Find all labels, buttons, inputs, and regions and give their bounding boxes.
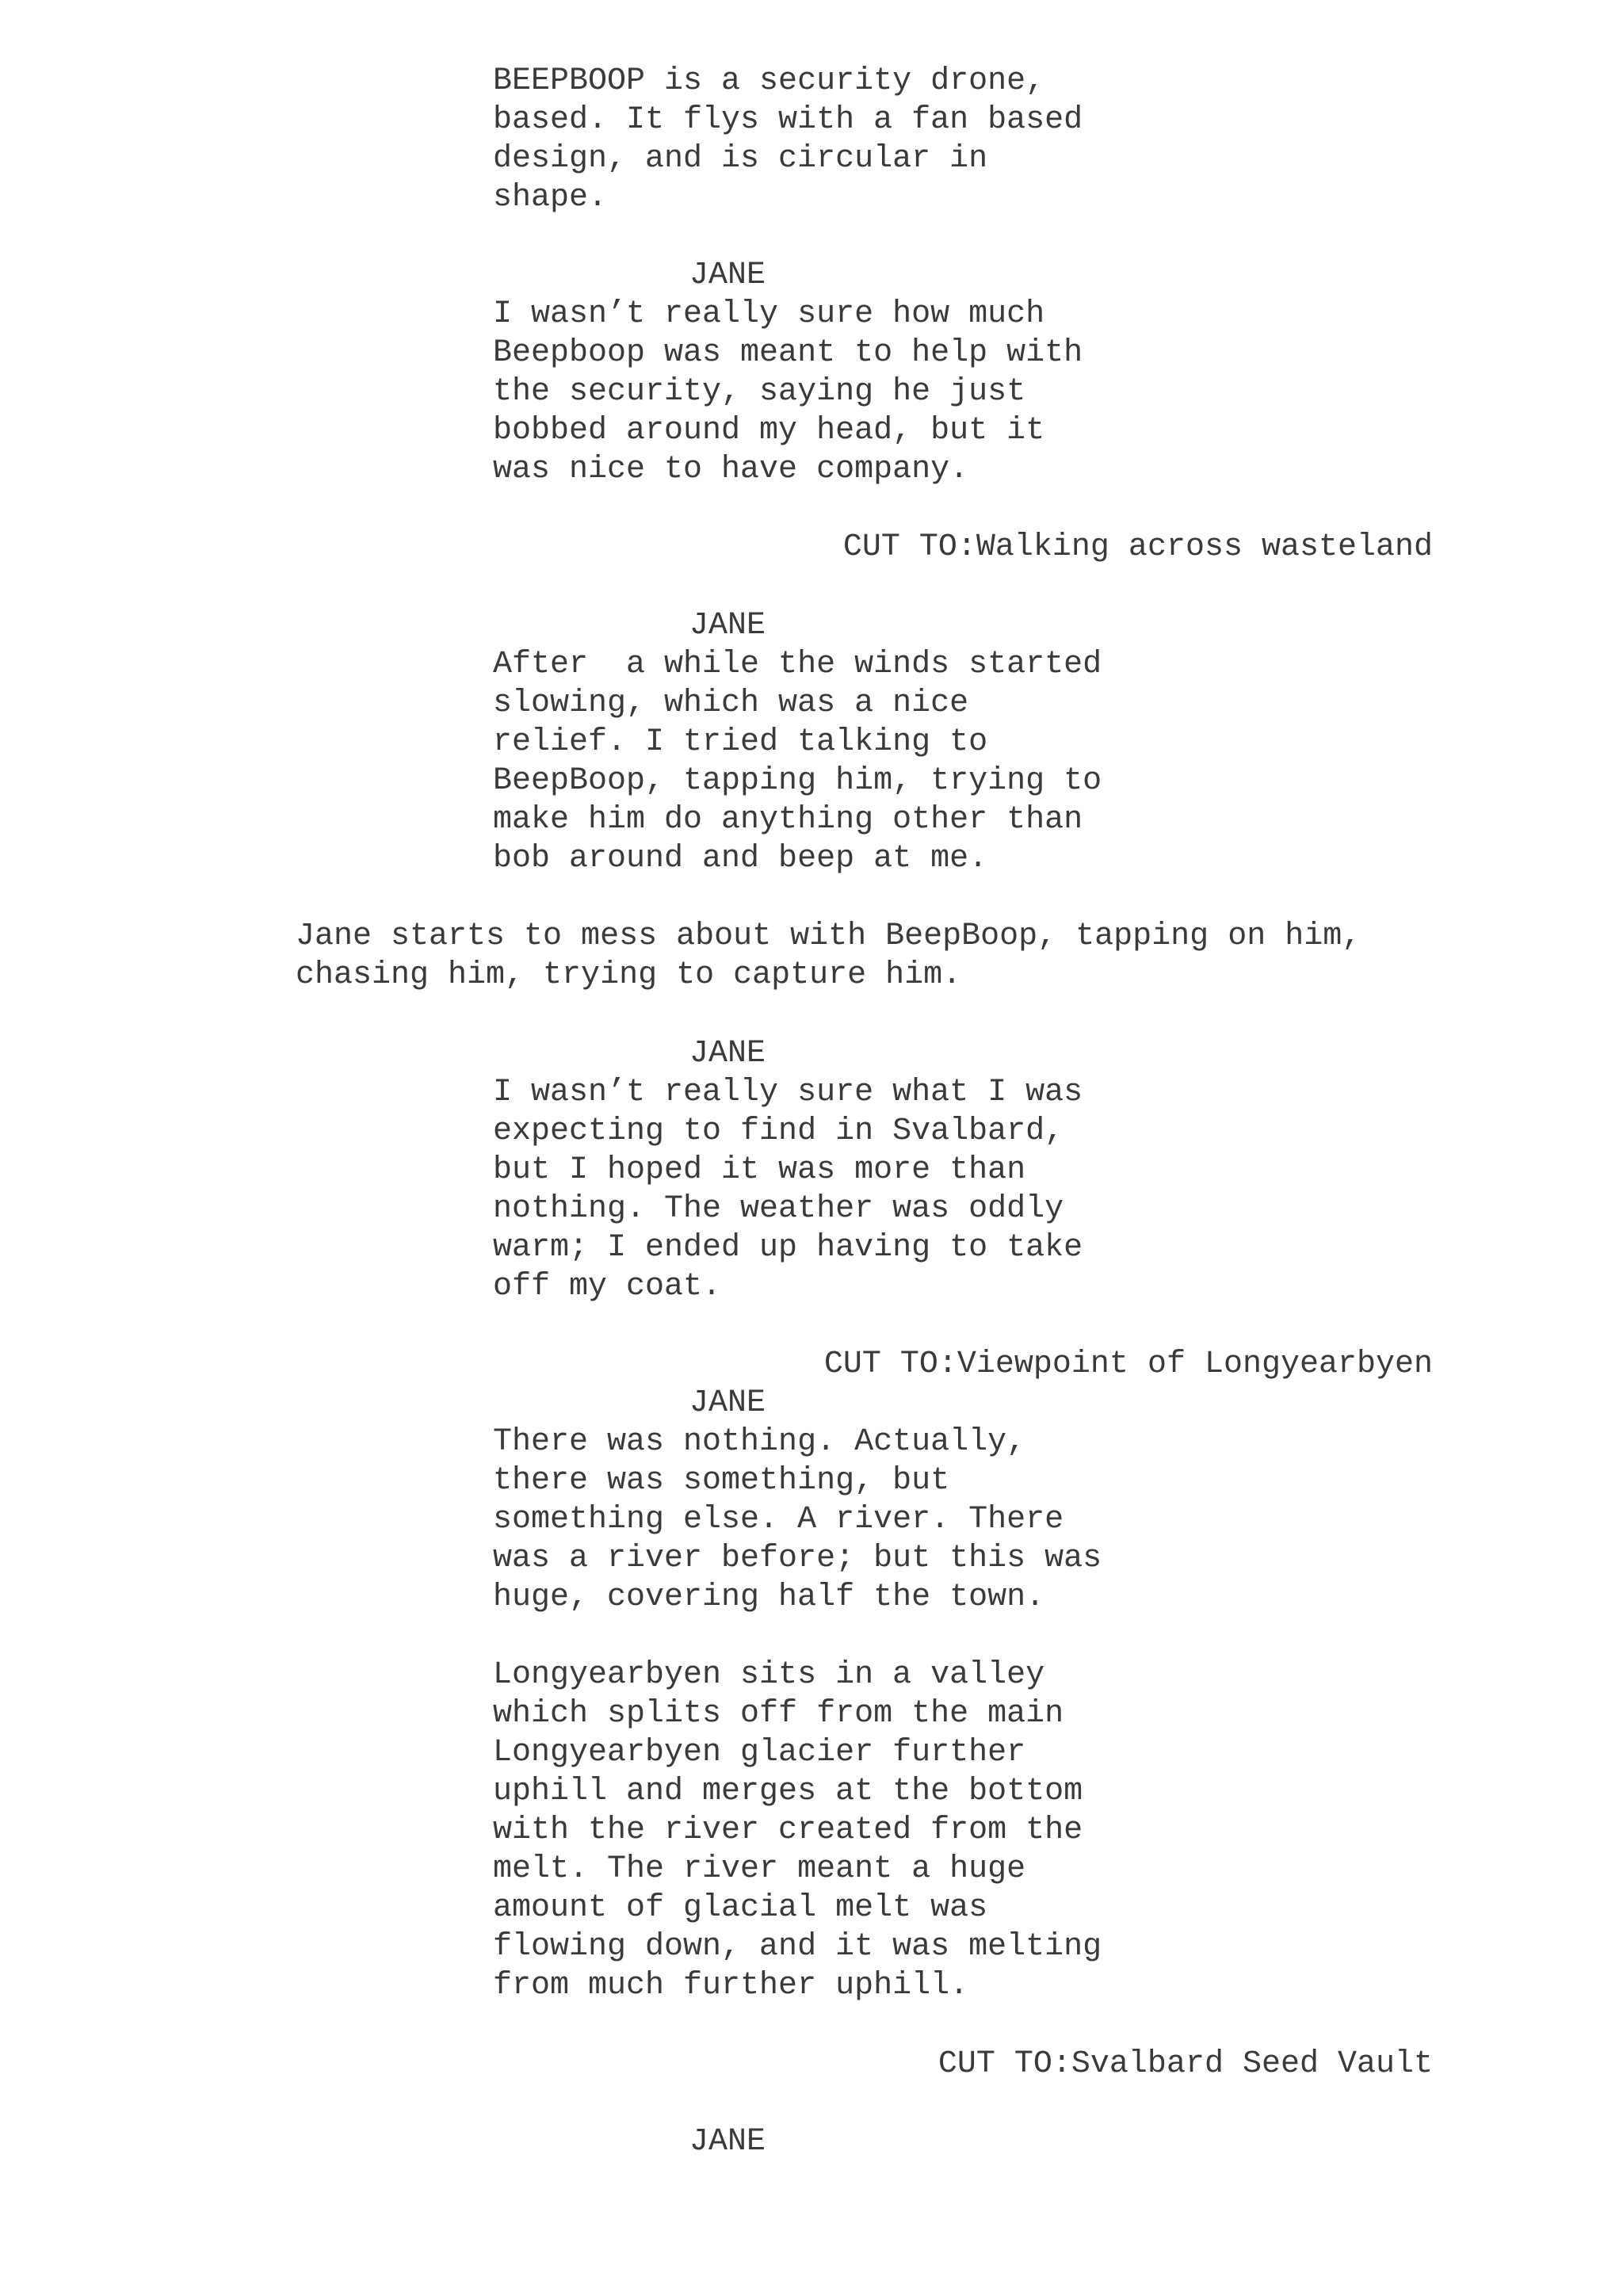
- action-line: chasing him, trying to capture him.: [296, 957, 962, 993]
- action-line: Jane starts to mess about with BeepBoop, tapping on him,: [296, 919, 1361, 954]
- dialogue-line: something else. A river. There: [493, 1502, 1064, 1538]
- dialogue-line: flowing down, and it was melting: [493, 1929, 1102, 1965]
- character-name: JANE: [689, 608, 766, 644]
- character-name: JANE: [689, 1036, 766, 1072]
- dialogue-line: there was something, but: [493, 1463, 950, 1499]
- dialogue-line: bob around and beep at me.: [493, 841, 988, 877]
- dialogue-line: uphill and merges at the bottom: [493, 1774, 1083, 1809]
- dialogue-line: design, and is circular in: [493, 141, 988, 177]
- dialogue-line: was nice to have company.: [493, 452, 969, 487]
- dialogue-line: expecting to find in Svalbard,: [493, 1114, 1064, 1149]
- dialogue-line: melt. The river meant a huge: [493, 1851, 1026, 1887]
- dialogue-line: There was nothing. Actually,: [493, 1424, 1026, 1460]
- dialogue-line: Beepboop was meant to help with: [493, 335, 1083, 371]
- transition-cut: CUT TO:Svalbard Seed Vault: [938, 2046, 1433, 2082]
- dialogue-line: Longyearbyen sits in a valley: [493, 1657, 1045, 1693]
- character-name: JANE: [689, 258, 766, 293]
- dialogue-line: warm; I ended up having to take: [493, 1230, 1083, 1266]
- dialogue-line: After a while the winds started: [493, 647, 1102, 682]
- dialogue-line: amount of glacial melt was: [493, 1890, 988, 1926]
- dialogue-line: but I hoped it was more than: [493, 1152, 1026, 1188]
- dialogue-line: relief. I tried talking to: [493, 724, 988, 760]
- dialogue-line: off my coat.: [493, 1269, 722, 1305]
- dialogue-line: bobbed around my head, but it: [493, 413, 1045, 449]
- dialogue-line: I wasn’t really sure what I was: [493, 1075, 1083, 1110]
- dialogue-line: I wasn’t really sure how much: [493, 296, 1045, 332]
- dialogue-line: BeepBoop, tapping him, trying to: [493, 763, 1102, 799]
- dialogue-line: Longyearbyen glacier further: [493, 1735, 1026, 1771]
- dialogue-line: shape.: [493, 180, 608, 216]
- dialogue-line: which splits off from the main: [493, 1696, 1064, 1732]
- dialogue-line: huge, covering half the town.: [493, 1580, 1045, 1615]
- dialogue-line: the security, saying he just: [493, 374, 1026, 410]
- dialogue-line: with the river created from the: [493, 1813, 1083, 1848]
- dialogue-line: nothing. The weather was oddly: [493, 1191, 1064, 1227]
- character-name: JANE: [689, 1385, 766, 1421]
- dialogue-line: from much further uphill.: [493, 1968, 969, 2004]
- transition-cut: CUT TO:Viewpoint of Longyearbyen: [823, 1347, 1433, 1382]
- transition-cut: CUT TO:Walking across wasteland: [842, 529, 1433, 565]
- dialogue-line: slowing, which was a nice: [493, 686, 969, 721]
- dialogue-line: BEEPBOOP is a security drone,: [493, 63, 1045, 99]
- dialogue-line: was a river before; but this was: [493, 1541, 1102, 1576]
- dialogue-line: based. It flys with a fan based: [493, 102, 1083, 138]
- character-name: JANE: [689, 2124, 766, 2160]
- dialogue-line: make him do anything other than: [493, 802, 1083, 838]
